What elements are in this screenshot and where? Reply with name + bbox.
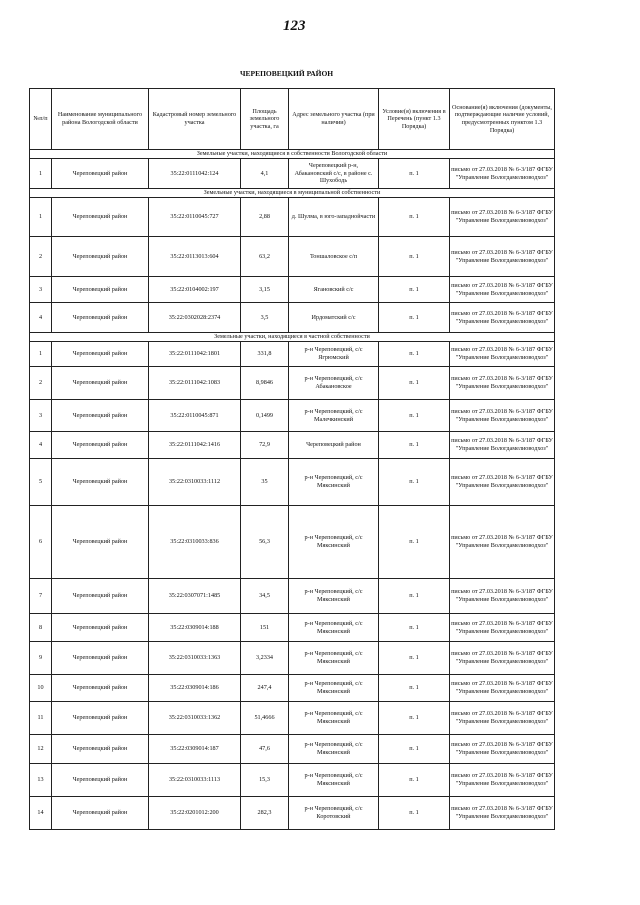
- cell-condition: п. 1: [379, 506, 450, 579]
- table-row: [30, 277, 555, 303]
- cell-area: 51,4666: [241, 702, 289, 735]
- cell-basis: письмо от 27.03.2018 № 6-3/187 ФГБУ "Управление Вологдамелиоводхоз": [450, 764, 555, 797]
- section-header-row: [30, 150, 555, 159]
- cell-address: р-н Череповецкий, с/с Мяксинский: [289, 735, 379, 764]
- table-row: [30, 642, 555, 675]
- cell-address: д. Шулма, в юго-западнойчасти: [289, 198, 379, 237]
- cell-cadastral-number: 35:22:0111042:124: [149, 159, 241, 189]
- cell-area: 63,2: [241, 237, 289, 277]
- cell-row-number: 10: [30, 675, 52, 702]
- cell-area: 35: [241, 459, 289, 506]
- section-header-row: [30, 189, 555, 198]
- cell-district: Череповецкий район: [52, 342, 149, 367]
- cell-district: Череповецкий район: [52, 459, 149, 506]
- table-row: [30, 764, 555, 797]
- cell-row-number: 5: [30, 459, 52, 506]
- cell-address: р-н Череповецкий, с/с Мяксинский: [289, 642, 379, 675]
- cell-cadastral-number: 35:22:0111042:1416: [149, 432, 241, 459]
- cell-basis: письмо от 27.03.2018 № 6-3/187 ФГБУ "Управление Вологдамелиоводхоз": [450, 735, 555, 764]
- cell-address: Ирдоматский с/с: [289, 303, 379, 333]
- cell-basis: письмо от 27.03.2018 № 6-3/187 ФГБУ "Управление Вологдамелиоводхоз": [450, 303, 555, 333]
- cell-address: Ягановский с/с: [289, 277, 379, 303]
- cell-cadastral-number: 35:22:0309014:187: [149, 735, 241, 764]
- cell-cadastral-number: 35:22:0302028:2374: [149, 303, 241, 333]
- cell-basis: письмо от 27.03.2018 № 6-3/187 ФГБУ "Управление Вологдамелиоводхоз": [450, 237, 555, 277]
- col-header-basis: Основание(я) включения (документы, подтверждающие наличие условий, предусмотренных пунктом 1.3 Порядка): [450, 89, 555, 150]
- table-row: [30, 735, 555, 764]
- cell-address: р-н Череповецкий, с/с Коротовский: [289, 797, 379, 830]
- cell-basis: письмо от 27.03.2018 № 6-3/187 ФГБУ "Управление Вологдамелиоводхоз": [450, 642, 555, 675]
- cell-basis: письмо от 27.03.2018 № 6-3/187 ФГБУ "Управление Вологдамелиоводхоз": [450, 614, 555, 642]
- cell-basis: письмо от 27.03.2018 № 6-3/187 ФГБУ "Управление Вологдамелиоводхоз": [450, 367, 555, 400]
- cell-cadastral-number: 35:22:0111042:1801: [149, 342, 241, 367]
- cell-condition: п. 1: [379, 642, 450, 675]
- cell-condition: п. 1: [379, 277, 450, 303]
- cell-cadastral-number: 35:22:0310033:1113: [149, 764, 241, 797]
- cell-address: р-н Череповецкий, с/с Абакановское: [289, 367, 379, 400]
- cell-row-number: 4: [30, 303, 52, 333]
- cell-basis: письмо от 27.03.2018 № 6-3/187 ФГБУ "Управление Вологдамелиоводхоз": [450, 277, 555, 303]
- cell-cadastral-number: 35:22:0307071:1485: [149, 579, 241, 614]
- cell-district: Череповецкий район: [52, 675, 149, 702]
- section-title: Земельные участки, находящиеся в муниципальной собственности: [30, 189, 555, 198]
- table-row: [30, 675, 555, 702]
- cell-area: 15,3: [241, 764, 289, 797]
- cell-address: р-н Череповецкий, с/с Мяксинский: [289, 459, 379, 506]
- cell-condition: п. 1: [379, 367, 450, 400]
- cell-condition: п. 1: [379, 579, 450, 614]
- cell-row-number: 11: [30, 702, 52, 735]
- cell-basis: письмо от 27.03.2018 № 6-3/187 ФГБУ "Управление Вологдамелиоводхоз": [450, 342, 555, 367]
- cell-condition: п. 1: [379, 237, 450, 277]
- section-header-row: [30, 333, 555, 342]
- cell-district: Череповецкий район: [52, 303, 149, 333]
- cell-address: Череповецкий район: [289, 432, 379, 459]
- table-body: [30, 150, 555, 830]
- table-row: [30, 159, 555, 189]
- section-title: Земельные участки, находящиеся в частной собственности: [30, 333, 555, 342]
- cell-address: р-н Череповецкий, с/с Мяксинский: [289, 614, 379, 642]
- cell-area: 34,5: [241, 579, 289, 614]
- cell-basis: письмо от 27.03.2018 № 6-3/187 ФГБУ "Управление Вологдамелиоводхоз": [450, 702, 555, 735]
- cell-district: Череповецкий район: [52, 237, 149, 277]
- cell-district: Череповецкий район: [52, 614, 149, 642]
- cell-basis: письмо от 27.03.2018 № 6-3/187 ФГБУ "Управление Вологдамелиоводхоз": [450, 797, 555, 830]
- cell-basis: письмо от 27.03.2018 № 6-3/187 ФГБУ "Управление Вологдамелиоводхоз": [450, 579, 555, 614]
- table-row: [30, 506, 555, 579]
- cell-district: Череповецкий район: [52, 400, 149, 432]
- cell-district: Череповецкий район: [52, 277, 149, 303]
- cell-row-number: 3: [30, 400, 52, 432]
- cell-condition: п. 1: [379, 675, 450, 702]
- cell-row-number: 14: [30, 797, 52, 830]
- cell-cadastral-number: 35:22:0310033:1112: [149, 459, 241, 506]
- cell-row-number: 12: [30, 735, 52, 764]
- cell-basis: письмо от 27.03.2018 № 6-3/187 ФГБУ "Управление Вологдамелиоводхоз": [450, 159, 555, 189]
- col-header-address: Адрес земельного участка (при наличии): [289, 89, 379, 150]
- cell-area: 47,6: [241, 735, 289, 764]
- cell-district: Череповецкий район: [52, 797, 149, 830]
- cell-area: 2,88: [241, 198, 289, 237]
- cell-cadastral-number: 35:22:0201012:200: [149, 797, 241, 830]
- cell-basis: письмо от 27.03.2018 № 6-3/187 ФГБУ "Управление Вологдамелиоводхоз": [450, 400, 555, 432]
- col-header-cadastral: Кадастровый номер земельного участка: [149, 89, 241, 150]
- col-header-area: Площадь земельного участка, га: [241, 89, 289, 150]
- cell-address: р-н Череповецкий, с/с Мяксинский: [289, 506, 379, 579]
- cell-area: 56,3: [241, 506, 289, 579]
- cell-area: 8,9846: [241, 367, 289, 400]
- col-header-condition: Условие(я) включения в Перечень (пункт 1.3 Порядка): [379, 89, 450, 150]
- table-header-row: [30, 89, 555, 150]
- cell-area: 4,1: [241, 159, 289, 189]
- cell-address: р-н Череповецкий, с/с Мяксинский: [289, 702, 379, 735]
- col-header-number: №п/п: [30, 89, 52, 150]
- cell-row-number: 2: [30, 367, 52, 400]
- cell-area: 3,2334: [241, 642, 289, 675]
- table-row: [30, 797, 555, 830]
- cell-area: 247,4: [241, 675, 289, 702]
- cell-address: р-н Череповецкий, с/с Мяксинский: [289, 675, 379, 702]
- cell-cadastral-number: 35:22:0310033:1362: [149, 702, 241, 735]
- cell-district: Череповецкий район: [52, 642, 149, 675]
- cell-cadastral-number: 35:22:0309014:186: [149, 675, 241, 702]
- cell-district: Череповецкий район: [52, 764, 149, 797]
- cell-cadastral-number: 35:22:0104002:197: [149, 277, 241, 303]
- cell-basis: письмо от 27.03.2018 № 6-3/187 ФГБУ "Управление Вологдамелиоводхоз": [450, 432, 555, 459]
- cell-condition: п. 1: [379, 614, 450, 642]
- document-title: ЧЕРЕПОВЕЦКИЙ РАЙОН: [240, 69, 334, 78]
- cell-address: р-н Череповецкий, с/с Малечкинский: [289, 400, 379, 432]
- table-row: [30, 367, 555, 400]
- cell-basis: письмо от 27.03.2018 № 6-3/187 ФГБУ "Управление Вологдамелиоводхоз": [450, 675, 555, 702]
- table-row: [30, 303, 555, 333]
- cell-district: Череповецкий район: [52, 702, 149, 735]
- cell-area: 72,9: [241, 432, 289, 459]
- cell-basis: письмо от 27.03.2018 № 6-3/187 ФГБУ "Управление Вологдамелиоводхоз": [450, 506, 555, 579]
- page-number: 123: [283, 18, 306, 34]
- table-row: [30, 237, 555, 277]
- cell-basis: письмо от 27.03.2018 № 6-3/187 ФГБУ "Управление Вологдамелиоводхоз": [450, 198, 555, 237]
- cell-district: Череповецкий район: [52, 198, 149, 237]
- table-row: [30, 459, 555, 506]
- cell-condition: п. 1: [379, 432, 450, 459]
- cell-condition: п. 1: [379, 797, 450, 830]
- cell-condition: п. 1: [379, 159, 450, 189]
- cell-condition: п. 1: [379, 702, 450, 735]
- cell-district: Череповецкий район: [52, 367, 149, 400]
- cell-row-number: 9: [30, 642, 52, 675]
- cell-condition: п. 1: [379, 735, 450, 764]
- table-row: [30, 198, 555, 237]
- cell-cadastral-number: 35:22:0110045:727: [149, 198, 241, 237]
- cell-condition: п. 1: [379, 303, 450, 333]
- section-title: Земельные участки, находящиеся в собственности Вологодской области: [30, 150, 555, 159]
- cell-district: Череповецкий район: [52, 432, 149, 459]
- cell-address: р-н Череповецкий, с/с Мяксинский: [289, 579, 379, 614]
- cell-condition: п. 1: [379, 459, 450, 506]
- cell-area: 3,15: [241, 277, 289, 303]
- cell-cadastral-number: 35:22:0310033:836: [149, 506, 241, 579]
- cell-address: р-н Череповецкий, с/с Мяксинский: [289, 764, 379, 797]
- cell-district: Череповецкий район: [52, 579, 149, 614]
- cell-address: Тоншаловское с/п: [289, 237, 379, 277]
- table-row: [30, 702, 555, 735]
- cell-condition: п. 1: [379, 342, 450, 367]
- cell-condition: п. 1: [379, 198, 450, 237]
- table-row: [30, 400, 555, 432]
- cell-row-number: 1: [30, 159, 52, 189]
- cell-area: 0,1499: [241, 400, 289, 432]
- cell-row-number: 2: [30, 237, 52, 277]
- table-row: [30, 342, 555, 367]
- cell-row-number: 13: [30, 764, 52, 797]
- cell-cadastral-number: 35:22:0113013:604: [149, 237, 241, 277]
- table-row: [30, 432, 555, 459]
- cell-condition: п. 1: [379, 764, 450, 797]
- cell-row-number: 7: [30, 579, 52, 614]
- cell-area: 331,8: [241, 342, 289, 367]
- col-header-district: Наименование муниципального района Вологодской области: [52, 89, 149, 150]
- cell-address: р-н Череповецкий, с/с Ягрюмский: [289, 342, 379, 367]
- cell-cadastral-number: 35:22:0110045:871: [149, 400, 241, 432]
- cell-district: Череповецкий район: [52, 506, 149, 579]
- land-plots-table: [29, 88, 555, 830]
- cell-cadastral-number: 35:22:0309014:188: [149, 614, 241, 642]
- cell-row-number: 4: [30, 432, 52, 459]
- cell-cadastral-number: 35:22:0111042:1083: [149, 367, 241, 400]
- cell-district: Череповецкий район: [52, 735, 149, 764]
- cell-area: 3,5: [241, 303, 289, 333]
- table-row: [30, 614, 555, 642]
- cell-condition: п. 1: [379, 400, 450, 432]
- cell-row-number: 3: [30, 277, 52, 303]
- cell-row-number: 1: [30, 342, 52, 367]
- cell-area: 151: [241, 614, 289, 642]
- cell-area: 282,3: [241, 797, 289, 830]
- cell-district: Череповецкий район: [52, 159, 149, 189]
- cell-row-number: 6: [30, 506, 52, 579]
- cell-address: Череповецкий р-н, Абакановский с/с, в районе с. Шухободь: [289, 159, 379, 189]
- cell-row-number: 8: [30, 614, 52, 642]
- cell-basis: письмо от 27.03.2018 № 6-3/187 ФГБУ "Управление Вологдамелиоводхоз": [450, 459, 555, 506]
- table-row: [30, 579, 555, 614]
- cell-row-number: 1: [30, 198, 52, 237]
- cell-cadastral-number: 35:22:0310033:1363: [149, 642, 241, 675]
